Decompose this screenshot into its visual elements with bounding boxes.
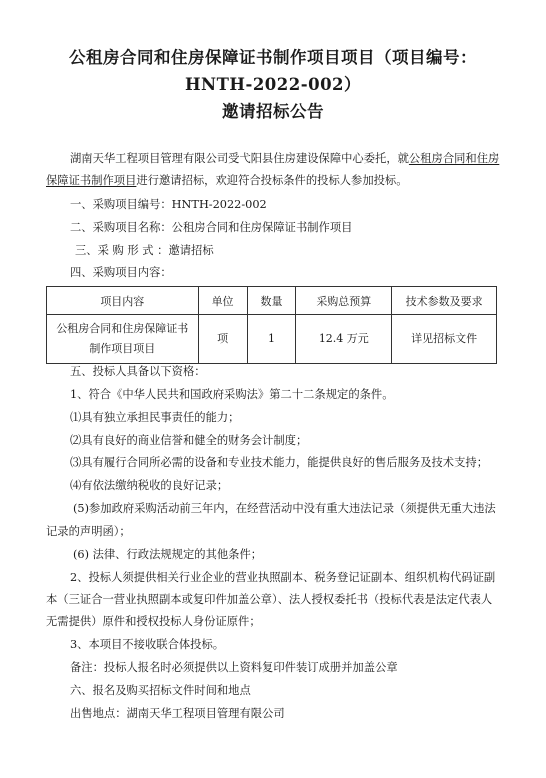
- qualification-2-line2: 本（三证合一营业执照副本或复印件加盖公章）、法人授权委托书（投标代表是法定代表人: [46, 593, 493, 606]
- cell-project-content-line2: 制作项目项目: [89, 342, 156, 355]
- table-header-row: [47, 287, 497, 315]
- note: 备注：投标人报名时必须提供以上资料复印件装订成册并加盖公章: [70, 661, 398, 674]
- qualification-1-item-4: ⑷有依法缴纳税收的良好记录；: [70, 479, 229, 492]
- intro-text-a: 湖南天华工程项目管理有限公司受弋阳县住房建设保障中心委托，就: [70, 152, 409, 165]
- qualification-1-item-2: ⑵具有良好的商业信誉和健全的财务会计制度；: [70, 434, 308, 447]
- intro-text-b: 进行邀请招标，欢迎符合投标条件的投标人参加投标。: [136, 174, 408, 187]
- table-header: 数量: [247, 287, 296, 315]
- section-3-procurement-form: 三、采 购 形 式 ：邀请招标: [75, 244, 214, 257]
- table-header: 采购总预算: [296, 287, 392, 315]
- intro-line1: [70, 151, 499, 167]
- doc-title-line3: 邀请招标公告: [222, 102, 324, 121]
- qualification-2-line1: 2、投标人须提供相关行业企业的营业执照副本、税务登记证副本、组织机构代码证副: [70, 571, 496, 584]
- table-header: 技术参数及要求: [392, 287, 497, 315]
- cell-project-content-line1: 公租房合同和住房保障证书: [56, 322, 189, 335]
- section-5-qualifications: 五、投标人具备以下资格：: [70, 365, 206, 378]
- qualification-1-item-5-line2: 记录的声明函）；: [46, 525, 131, 538]
- procurement-table: [46, 286, 497, 364]
- qualification-3: 3、本项目不接收联合体投标。: [70, 638, 225, 651]
- qualification-1-item-6: (6) 法律、行政法规规定的其他条件；: [73, 548, 263, 561]
- cell-unit: 项: [198, 315, 247, 364]
- doc-title-line2: HNTH-2022-002）: [184, 75, 362, 94]
- project-name-underlined-1: 公租房合同和住房: [408, 152, 500, 165]
- doc-title-line1: 公租房合同和住房保障证书制作项目项目（项目编号：: [69, 48, 477, 67]
- sale-location: 出售地点：湖南天华工程项目管理有限公司: [70, 707, 285, 720]
- cell-budget: 12.4 万元: [296, 315, 392, 364]
- cell-requirements: 详见招标文件: [392, 315, 497, 364]
- section-2-project-name: 二、采购项目名称：公租房合同和住房保障证书制作项目: [70, 221, 353, 234]
- cell-quantity: 1: [247, 315, 296, 364]
- qualification-1-item-3: ⑶具有履行合同所必需的设备和专业技术能力，能提供良好的售后服务及技术支持；: [70, 456, 488, 469]
- qualification-1-item-1: ⑴具有独立承担民事责任的能力；: [70, 411, 240, 424]
- table-header: 项目内容: [47, 287, 199, 315]
- section-1-project-number: 一、采购项目编号：HNTH-2022-002: [70, 198, 267, 211]
- cell-project-content: [47, 315, 199, 364]
- section-4-content-heading: 四、采购项目内容：: [70, 266, 172, 279]
- section-6-registration: 六、报名及购买招标文件时间和地点: [70, 684, 251, 697]
- qualification-1-item-5-line1: (5)参加政府采购活动前三年内，在经营活动中没有重大违法记录（须提供无重大违法: [73, 502, 496, 515]
- table-row: [47, 315, 497, 364]
- qualification-2-line3: 无需提供）原件和授权投标人身份证原件；: [46, 615, 261, 628]
- project-name-underlined-2: 保障证书制作项目: [46, 174, 137, 187]
- intro-line2: [46, 173, 408, 189]
- qualification-1: 1、符合《中华人民共和国政府采购法》第二十二条规定的条件。: [70, 388, 394, 401]
- table-header: 单位: [198, 287, 247, 315]
